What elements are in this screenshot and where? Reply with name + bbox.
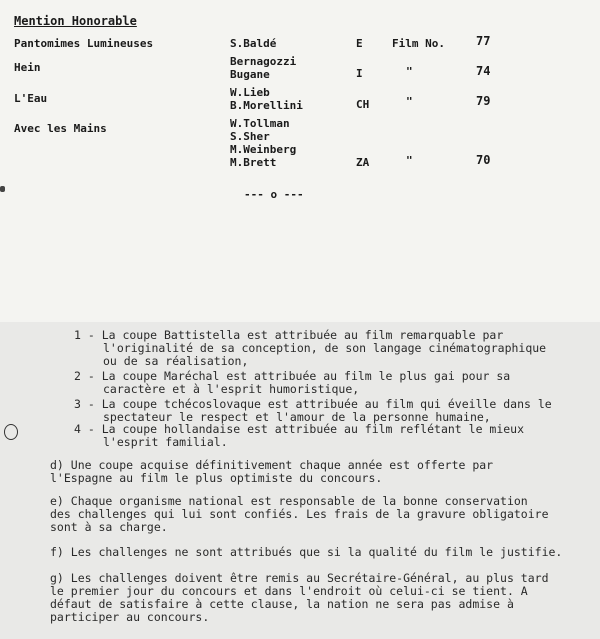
film-author: Bernagozzi <box>230 55 297 68</box>
film-author: W.Tollman <box>230 117 290 130</box>
paragraph-line: e) Chaque organisme national est responsable de la bonne conservation <box>50 494 528 508</box>
paragraph-line: l'Espagne au film le plus optimiste du concours. <box>50 471 383 485</box>
film-country: E <box>356 37 363 50</box>
film-author: W.Lieb <box>230 86 270 99</box>
film-no-label: Film No. <box>392 37 445 50</box>
film-author: S.Baldé <box>230 37 277 50</box>
film-author: Bugane <box>230 68 270 81</box>
film-number: 70 <box>476 153 491 167</box>
paragraph-line: d) Une coupe acquise définitivement chaque année est offerte par <box>50 458 494 472</box>
film-title: L'Eau <box>14 92 48 105</box>
film-no-label: " <box>406 65 413 78</box>
film-author: M.Weinberg <box>230 143 297 156</box>
section-separator: --- o --- <box>244 188 304 201</box>
film-title: Avec les Mains <box>14 122 107 135</box>
film-title: Hein <box>14 61 41 74</box>
film-author: S.Sher <box>230 130 270 143</box>
film-country: ZA <box>356 156 370 169</box>
paragraph-line: sont à sa charge. <box>50 520 168 534</box>
list-item-line: spectateur le respect et l'amour de la personne humaine, <box>103 410 491 424</box>
film-number: 77 <box>476 34 491 48</box>
punch-hole <box>4 424 18 440</box>
film-no-label: " <box>406 95 413 108</box>
film-country: I <box>356 67 363 80</box>
list-item-line: caractère et à l'esprit humoristique, <box>103 382 360 396</box>
paragraph-line: participer au concours. <box>50 610 210 624</box>
film-number: 74 <box>476 64 491 78</box>
paragraph-line: défaut de satisfaire à cette clause, la nation ne sera pas admise à <box>50 597 514 611</box>
paragraph-line: le premier jour du concours et dans l'endroit où celui-ci se tient. A <box>50 584 528 598</box>
film-number: 79 <box>476 94 491 108</box>
film-no-label: " <box>406 154 413 167</box>
film-country: CH <box>356 98 370 111</box>
paragraph-line: f) Les challenges ne sont attribués que si la qualité du film le justifie. <box>50 545 563 559</box>
list-item-line: ou de sa réalisation, <box>103 354 249 368</box>
paragraph-line: des challenges qui lui sont confiés. Les frais de la gravure obligatoire <box>50 507 549 521</box>
list-item-line: l'esprit familial. <box>103 435 228 449</box>
film-author: B.Morellini <box>230 99 303 112</box>
paragraph-line: g) Les challenges doivent être remis au Secrétaire-Général, au plus tard <box>50 571 549 585</box>
scan-mark <box>0 186 5 192</box>
list-item-line: 2 - La coupe Maréchal est attribuée au film le plus gai pour sa <box>74 369 511 383</box>
list-item-line: 3 - La coupe tchécoslovaque est attribuée au film qui éveille dans le <box>74 397 552 411</box>
film-title: Pantomimes Lumineuses <box>14 37 154 50</box>
list-item-line: l'originalité de sa conception, de son langage cinématographique <box>103 341 547 355</box>
film-author: M.Brett <box>230 156 277 169</box>
list-item-line: 4 - La coupe hollandaise est attribuée au film reflétant le mieux <box>74 422 525 436</box>
list-item-line: 1 - La coupe Battistella est attribuée au film remarquable par <box>74 328 504 342</box>
section-title: Mention Honorable <box>14 14 137 28</box>
